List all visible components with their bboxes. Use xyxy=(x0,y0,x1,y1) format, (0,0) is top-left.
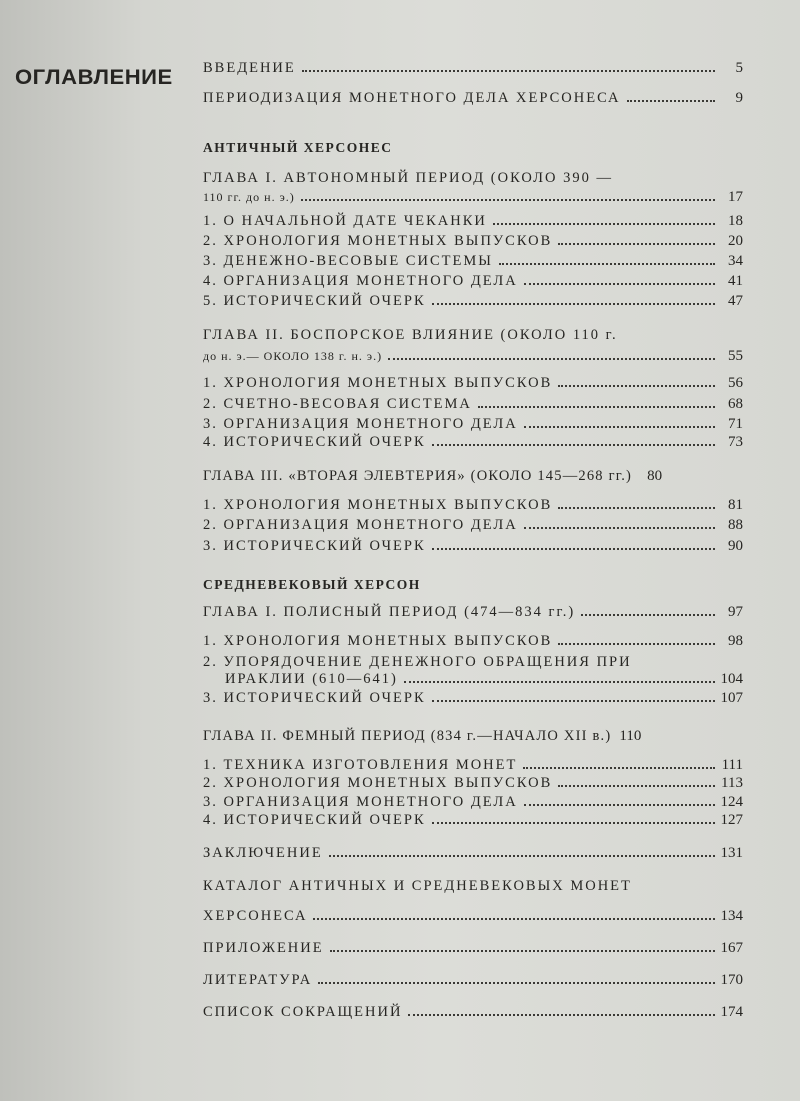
toc-entry-title: СПИСОК СОКРАЩЕНИЙ xyxy=(203,1004,403,1020)
toc-entry-page: 124 xyxy=(720,794,743,810)
toc-chapter-3 xyxy=(203,468,743,484)
toc-entry xyxy=(203,253,743,269)
dot-leader xyxy=(432,547,715,550)
toc-entry-page: 47 xyxy=(728,293,743,309)
dot-leader xyxy=(404,680,715,683)
toc-entry xyxy=(203,233,743,249)
toc-entry-title: ПРИЛОЖЕНИЕ xyxy=(203,940,324,956)
toc-entry-page: 107 xyxy=(720,690,743,706)
dot-leader xyxy=(330,949,715,952)
toc-entry-page: 167 xyxy=(720,940,743,956)
toc-entry xyxy=(203,671,743,687)
dot-leader xyxy=(627,99,715,102)
dot-leader xyxy=(302,69,715,72)
toc-entry-page: 41 xyxy=(728,273,743,289)
toc-entry-page: 110 xyxy=(619,728,642,744)
toc-entry-page: 111 xyxy=(721,757,743,773)
toc-entry-page: 80 xyxy=(647,468,663,484)
toc-entry-page: 98 xyxy=(728,633,743,649)
toc-entry-title: 4. ОРГАНИЗАЦИЯ МОНЕТНОГО ДЕЛА xyxy=(203,273,518,289)
dot-leader xyxy=(524,526,715,529)
toc-entry-title: 4. ИСТОРИЧЕСКИЙ ОЧЕРК xyxy=(203,812,426,828)
toc-entry-page: 20 xyxy=(728,233,743,249)
toc-entry-title: ЗАКЛЮЧЕНИЕ xyxy=(203,845,323,861)
dot-leader xyxy=(523,766,715,769)
toc-entry-title: ИРАКЛИИ (610—641) xyxy=(225,671,398,687)
toc-entry-title: 2. СЧЕТНО-ВЕСОВАЯ СИСТЕМА xyxy=(203,396,472,412)
toc-entry-title: 2. ХРОНОЛОГИЯ МОНЕТНЫХ ВЫПУСКОВ xyxy=(203,775,553,791)
toc-entry-title: ЛИТЕРАТУРА xyxy=(203,972,313,988)
dot-leader xyxy=(558,506,715,509)
dot-leader xyxy=(432,443,715,446)
toc-entry-title: ГЛАВА I. ПОЛИСНЫЙ ПЕРИОД (474—834 гг.) xyxy=(203,604,576,620)
toc-entry-appendix xyxy=(203,940,743,956)
toc-entry xyxy=(203,375,743,391)
toc-entry-title: 1. ХРОНОЛОГИЯ МОНЕТНЫХ ВЫПУСКОВ xyxy=(203,497,553,513)
toc-entry-page: 104 xyxy=(720,671,743,687)
dot-leader xyxy=(524,282,715,285)
toc-entry xyxy=(203,396,743,412)
dot-leader xyxy=(493,222,715,225)
toc-entry-page: 131 xyxy=(720,845,743,861)
dot-leader xyxy=(301,198,715,201)
toc-entry-title: ПЕРИОДИЗАЦИЯ МОНЕТНОГО ДЕЛА ХЕРСОНЕСА xyxy=(203,90,621,106)
toc-entry xyxy=(203,517,743,533)
toc-entry-title: 3. ОРГАНИЗАЦИЯ МОНЕТНОГО ДЕЛА xyxy=(203,794,518,810)
toc-entry xyxy=(203,538,743,554)
page-heading: ОГЛАВЛЕНИЕ xyxy=(15,66,173,89)
toc-entry-title: 1. ХРОНОЛОГИЯ МОНЕТНЫХ ВЫПУСКОВ xyxy=(203,375,553,391)
dot-leader xyxy=(524,425,715,428)
toc-entry-page: 68 xyxy=(728,396,743,412)
dot-leader xyxy=(432,302,715,305)
toc-entry-title: до н. э.— ОКОЛО 138 г. н. э.) xyxy=(203,349,383,363)
dot-leader xyxy=(558,242,715,245)
dot-leader xyxy=(313,917,715,920)
toc-entry xyxy=(203,213,743,229)
dot-leader xyxy=(408,1013,715,1016)
toc-entry-page: 9 xyxy=(735,90,743,106)
toc-entry-conclusion xyxy=(203,845,743,861)
toc-entry xyxy=(203,794,743,810)
toc-entry-title: 1. О НАЧАЛЬНОЙ ДАТЕ ЧЕКАНКИ xyxy=(203,213,487,229)
toc-entry-page: 90 xyxy=(728,538,743,554)
toc-entry-page: 5 xyxy=(735,60,743,76)
toc-entry-title: ХЕРСОНЕСА xyxy=(203,908,308,924)
toc-entry-page: 34 xyxy=(728,253,743,269)
toc-entry-title: 1. ХРОНОЛОГИЯ МОНЕТНЫХ ВЫПУСКОВ xyxy=(203,633,553,649)
dot-leader xyxy=(524,803,715,806)
toc-entry-page: 18 xyxy=(728,213,743,229)
dot-leader xyxy=(478,405,715,408)
toc-entry-title: ГЛАВА II. ФЕМНЫЙ ПЕРИОД (834 г.—НАЧАЛО XII в.) xyxy=(203,728,612,744)
toc-entry-page: 134 xyxy=(720,908,743,924)
toc-entry-title: 3. ИСТОРИЧЕСКИЙ ОЧЕРК xyxy=(203,690,426,706)
dot-leader xyxy=(432,699,715,702)
toc-entry-page: 17 xyxy=(728,189,743,205)
toc-entry-title: 4. ИСТОРИЧЕСКИЙ ОЧЕРК xyxy=(203,434,426,450)
dot-leader xyxy=(318,981,715,984)
toc-chapter-1-medieval xyxy=(203,604,743,620)
toc-entry-catalog xyxy=(203,908,743,924)
toc-entry-title: 5. ИСТОРИЧЕСКИЙ ОЧЕРК xyxy=(203,293,426,309)
toc-entry-page: 56 xyxy=(728,375,743,391)
dot-leader xyxy=(558,784,715,787)
toc-entry-title: 2. ХРОНОЛОГИЯ МОНЕТНЫХ ВЫПУСКОВ xyxy=(203,233,553,249)
toc-entry xyxy=(203,633,743,649)
toc-entry-title: 2. ОРГАНИЗАЦИЯ МОНЕТНОГО ДЕЛА xyxy=(203,517,518,533)
toc-entry-page: 127 xyxy=(720,812,743,828)
toc-chapter-2-medieval xyxy=(203,728,743,744)
toc-entry xyxy=(203,293,743,309)
toc-entry-page: 170 xyxy=(720,972,743,988)
toc-entry-title: ГЛАВА III. «ВТОРАЯ ЭЛЕВТЕРИЯ» (ОКОЛО 145—268 гг.) xyxy=(203,468,633,484)
toc-entry-page: 174 xyxy=(720,1004,743,1020)
toc-entry xyxy=(203,416,743,432)
toc-entry xyxy=(203,273,743,289)
toc-entry xyxy=(203,812,743,828)
toc-entry-catalog-line1: КАТАЛОГ АНТИЧНЫХ И СРЕДНЕВЕКОВЫХ МОНЕТ xyxy=(203,878,632,894)
dot-leader xyxy=(558,642,715,645)
toc-entry-page: 113 xyxy=(721,775,743,791)
toc-entry-periodization xyxy=(203,90,743,106)
toc-entry xyxy=(203,497,743,513)
toc-entry xyxy=(203,434,743,450)
toc-entry-title: 3. ОРГАНИЗАЦИЯ МОНЕТНОГО ДЕЛА xyxy=(203,416,518,432)
toc-entry-page: 97 xyxy=(728,604,743,620)
toc-entry-title: 3. ДЕНЕЖНО-ВЕСОВЫЕ СИСТЕМЫ xyxy=(203,253,493,269)
toc-chapter-2-line1: ГЛАВА II. БОСПОРСКОЕ ВЛИЯНИЕ (ОКОЛО 110 г. xyxy=(203,327,618,343)
toc-entry-title: 1. ТЕХНИКА ИЗГОТОВЛЕНИЯ МОНЕТ xyxy=(203,757,518,773)
section-medieval: СРЕДНЕВЕКОВЫЙ ХЕРСОН xyxy=(203,577,421,592)
toc-entry xyxy=(203,690,743,706)
toc-entry-introduction xyxy=(203,60,743,76)
toc-entry-line1: 2. УПОРЯДОЧЕНИЕ ДЕНЕЖНОГО ОБРАЩЕНИЯ ПРИ xyxy=(203,654,632,670)
toc-entry-page: 71 xyxy=(728,416,743,432)
toc-chapter-1 xyxy=(203,189,743,205)
dot-leader xyxy=(499,262,715,265)
toc-entry xyxy=(203,775,743,791)
toc-entry-literature xyxy=(203,972,743,988)
section-antique: АНТИЧНЫЙ ХЕРСОНЕС xyxy=(203,140,393,155)
toc-entry-page: 81 xyxy=(728,497,743,513)
toc-entry-title: 3. ИСТОРИЧЕСКИЙ ОЧЕРК xyxy=(203,538,426,554)
toc-chapter-2 xyxy=(203,348,743,364)
dot-leader xyxy=(558,384,715,387)
dot-leader xyxy=(388,357,715,360)
toc-entry-page: 55 xyxy=(728,348,743,364)
toc-entry-title: 110 гг. до н. э.) xyxy=(203,190,295,204)
dot-leader xyxy=(581,613,715,616)
toc-entry xyxy=(203,757,743,773)
toc-entry-abbreviations xyxy=(203,1004,743,1020)
toc-entry-page: 73 xyxy=(728,434,743,450)
toc-chapter-1-line1: ГЛАВА I. АВТОНОМНЫЙ ПЕРИОД (ОКОЛО 390 — xyxy=(203,170,613,186)
toc-entry-page: 88 xyxy=(728,517,743,533)
toc-entry-title: ВВЕДЕНИЕ xyxy=(203,60,296,76)
dot-leader xyxy=(329,854,715,857)
dot-leader xyxy=(432,821,715,824)
